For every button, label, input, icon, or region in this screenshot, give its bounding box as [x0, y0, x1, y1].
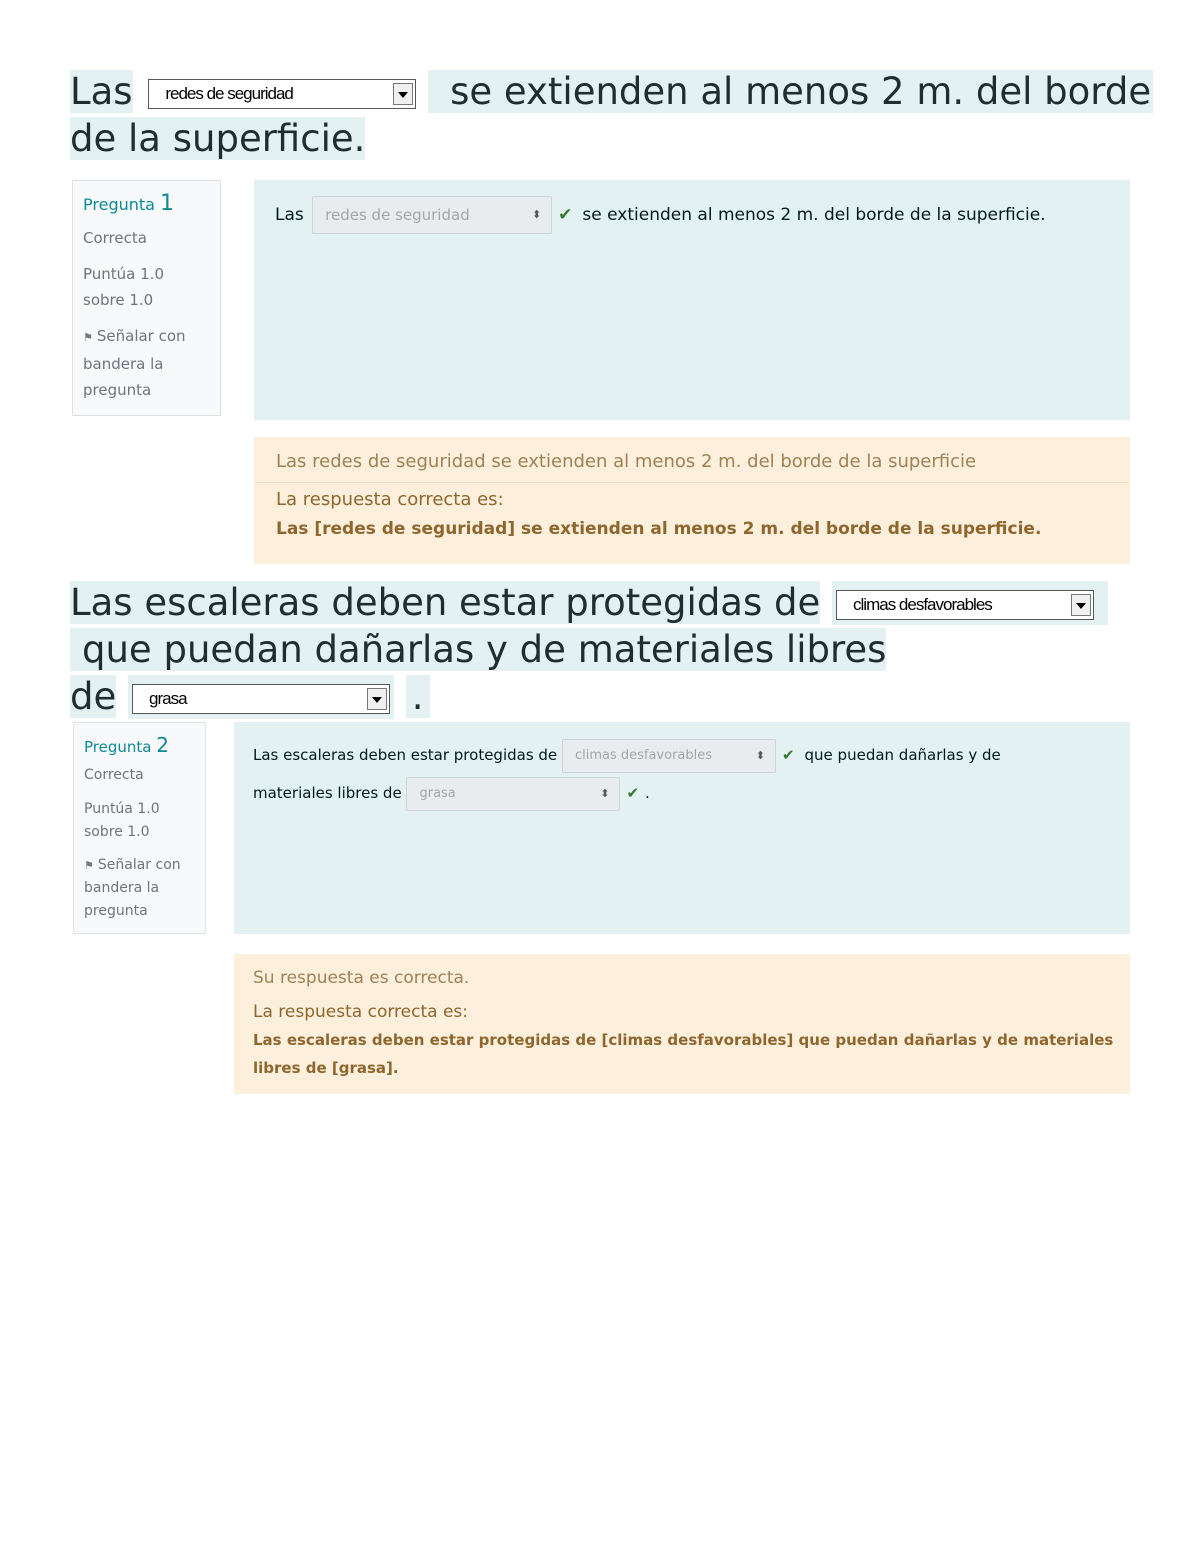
- flag-line2: bandera la: [83, 355, 164, 373]
- q1-answer-select[interactable]: [312, 196, 552, 234]
- q2-feedback: [234, 954, 1130, 1094]
- check-icon: ✔: [558, 205, 573, 225]
- dropdown-arrow-icon[interactable]: [1071, 594, 1091, 616]
- flag-line1: Señalar con: [96, 327, 186, 345]
- score-line2: sobre 1.0: [84, 824, 150, 840]
- q2-heading-line3: [70, 675, 430, 719]
- score-line2: sobre 1.0: [83, 291, 154, 309]
- question-score: [83, 261, 210, 313]
- question-label: Pregunta: [83, 195, 155, 214]
- flag-line3: pregunta: [84, 903, 148, 919]
- q2-heading: [70, 581, 1108, 625]
- q2-text-line2-pre: materiales libres de: [253, 784, 402, 802]
- q1-heading: [70, 70, 1153, 114]
- question-score: [84, 798, 195, 844]
- q1-heading-line2: [70, 117, 365, 161]
- q1-content: [254, 180, 1130, 420]
- q2-answer-select1[interactable]: [562, 739, 776, 773]
- q2-text-pre: Las escaleras deben estar protegidas de: [253, 746, 558, 764]
- q2-answer-select2[interactable]: [406, 777, 620, 811]
- q1-question-text: [275, 196, 1130, 234]
- q2-correct-answer: [253, 1026, 1130, 1082]
- question-number-value: 1: [160, 191, 175, 216]
- q1-text-post: se extienden al menos 2 m. del borde de la superficie.: [582, 205, 1046, 225]
- q1-heading-post: se extienden al menos 2 m. del borde: [428, 70, 1153, 113]
- q2-answer-select1-value: climas desfavorables: [574, 747, 713, 763]
- score-line1: Puntúa 1.0: [84, 801, 160, 817]
- question-status: Correcta: [84, 767, 144, 783]
- q1-heading-select-value: redes de seguridad: [165, 83, 293, 103]
- q1-correct-answer: Las [redes de seguridad] se extienden al menos 2 m. del borde de la superficie.: [276, 519, 1042, 539]
- flag-icon: ⚑: [83, 331, 93, 344]
- flag-question-link[interactable]: [83, 323, 210, 403]
- q2-heading-line2: [70, 628, 886, 672]
- q1-info-box: [72, 180, 221, 416]
- dropdown-arrow-icon[interactable]: [367, 688, 387, 710]
- q2-text-mid: que puedan dañarlas y de: [804, 746, 1001, 764]
- q2-heading-pre: Las escaleras deben estar protegidas de: [70, 581, 821, 624]
- q2-text-end: .: [645, 784, 650, 802]
- question-status: Correcta: [83, 229, 147, 247]
- q2-heading-mid: que puedan dañarlas y de materiales libres: [70, 628, 886, 671]
- q2-heading-select2[interactable]: [132, 684, 390, 714]
- q2-heading-end: .: [406, 675, 430, 718]
- q2-general-feedback: Su respuesta es correcta.: [253, 968, 470, 988]
- q1-general-feedback: Las redes de seguridad se extienden al menos 2 m. del borde de la superficie: [276, 451, 977, 472]
- q1-heading-pre: Las: [70, 70, 133, 113]
- q1-correct-label: La respuesta correcta es:: [276, 489, 504, 510]
- q1-heading-select[interactable]: [148, 79, 416, 109]
- q2-content: [234, 722, 1130, 934]
- q2-heading-select2-value: grasa: [149, 688, 187, 708]
- flag-line2: bandera la: [84, 880, 160, 896]
- q1-feedback: [254, 437, 1130, 564]
- q1-text-pre: Las: [275, 205, 304, 225]
- question-label: Pregunta: [84, 738, 152, 756]
- flag-line3: pregunta: [83, 381, 152, 399]
- q2-question-text: [253, 736, 1130, 812]
- check-icon: ✔: [626, 784, 640, 802]
- q2-heading-line3-pre: de: [70, 675, 117, 718]
- flag-icon: ⚑: [84, 859, 94, 872]
- question-number: [83, 191, 210, 216]
- q2-correct-answer-line2: libres de [grasa].: [253, 1059, 399, 1077]
- q2-heading-select1[interactable]: [836, 590, 1094, 620]
- score-line1: Puntúa 1.0: [83, 265, 164, 283]
- q2-info-box: [73, 722, 206, 934]
- question-number-value: 2: [156, 733, 169, 757]
- flag-line1: Señalar con: [97, 857, 181, 873]
- q1-heading-line2-text: de la superficie.: [70, 117, 366, 160]
- question-number: [84, 733, 195, 757]
- dropdown-arrow-icon[interactable]: [393, 83, 413, 105]
- check-icon: ✔: [781, 746, 795, 764]
- q2-correct-label: La respuesta correcta es:: [253, 1002, 468, 1022]
- q2-heading-select1-value: climas desfavorables: [853, 594, 992, 614]
- flag-question-link[interactable]: [84, 854, 195, 923]
- q2-correct-answer-line1: Las escaleras deben estar protegidas de [climas desfavorables] que puedan dañarlas y de materiales: [253, 1031, 1114, 1049]
- q2-answer-select2-value: grasa: [419, 785, 456, 801]
- q1-answer-select-value: redes de seguridad: [325, 206, 470, 224]
